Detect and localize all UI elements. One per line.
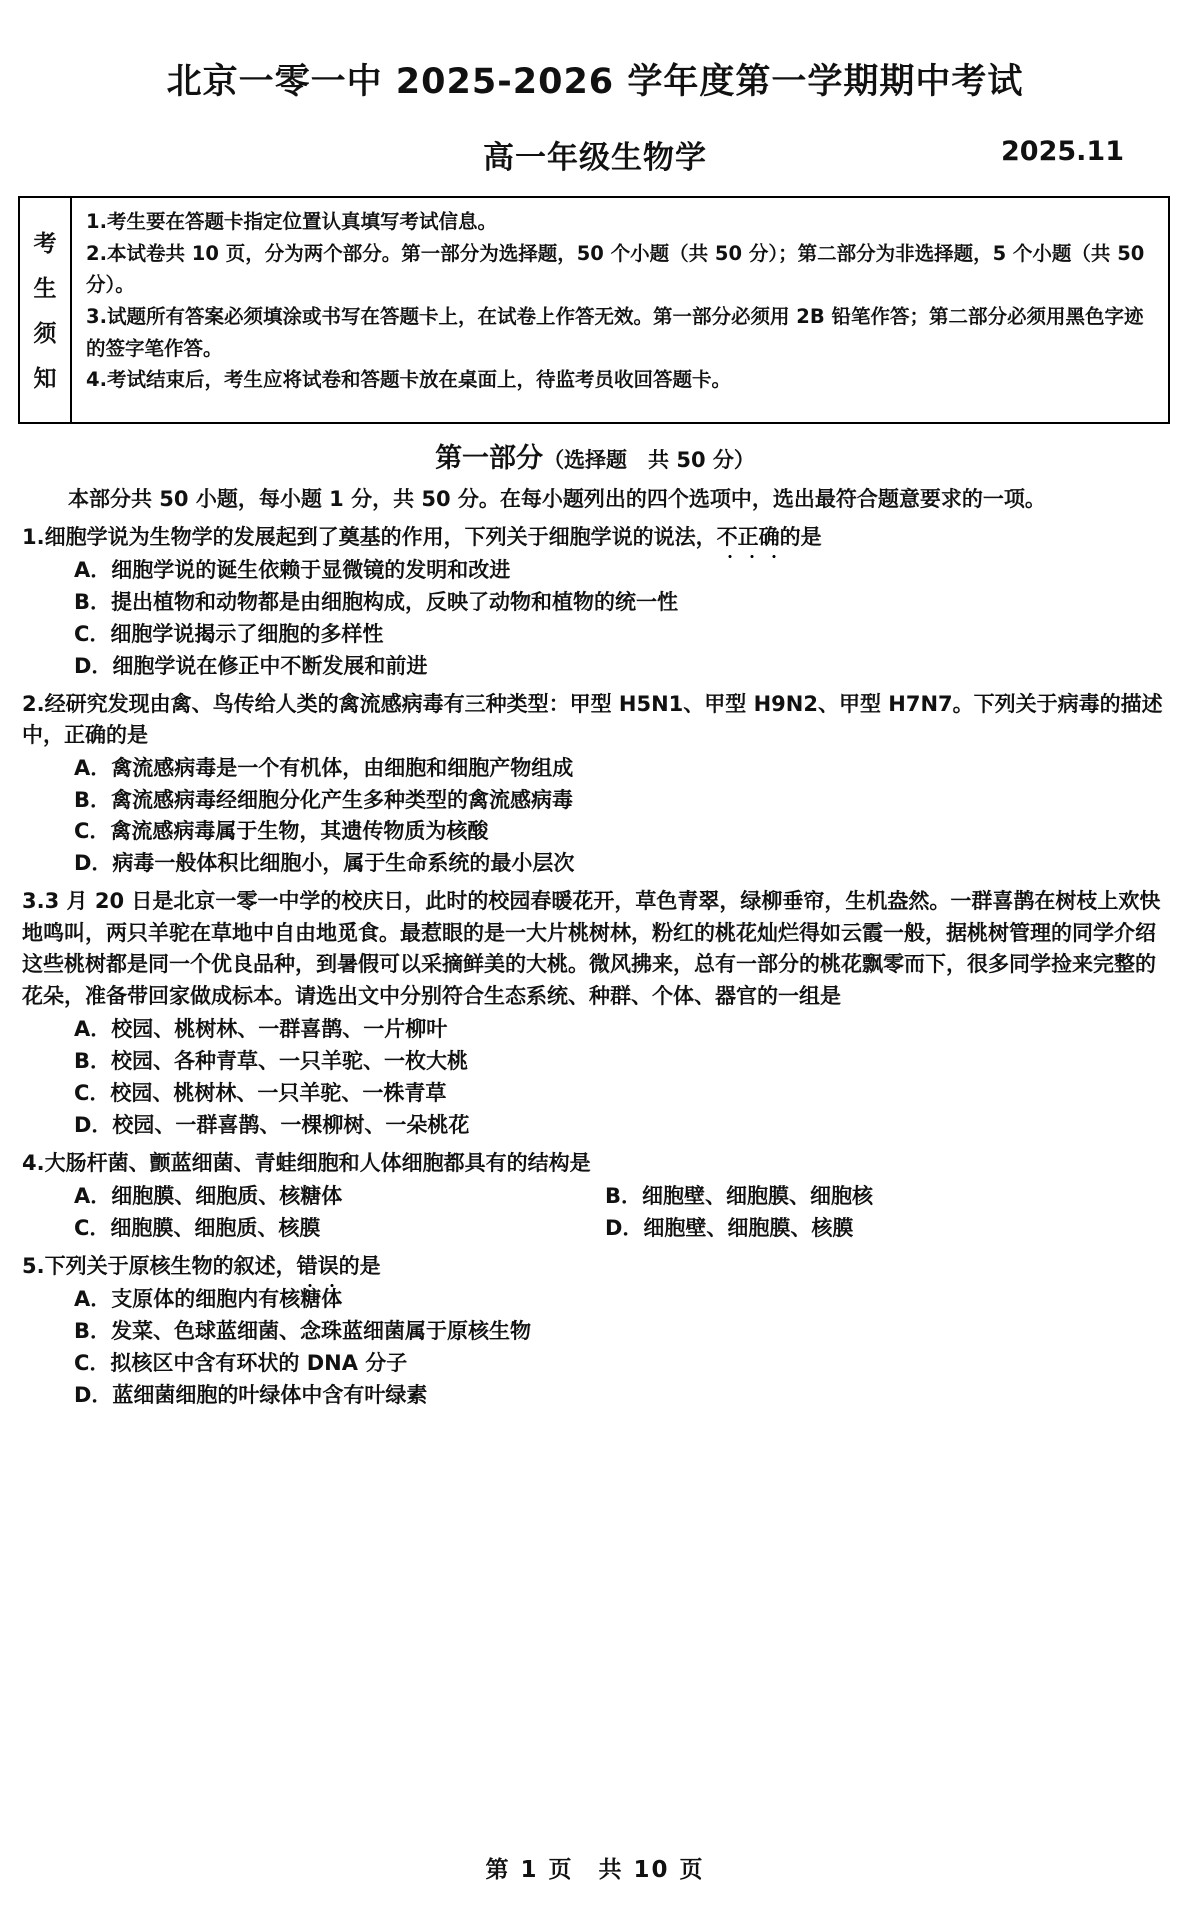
question-2 (18, 689, 1172, 881)
notice-item: 4.考试结束后，考生应将试卷和答题卡放在桌面上，待监考员收回答题卡。 (86, 368, 731, 392)
part-one-instructions: 本部分共 50 小题，每小题 1 分，共 50 分。在每小题列出的四个选项中，选出最符合题意要求的一项。 (68, 487, 1046, 512)
question-2-number: 2. (22, 691, 45, 716)
question-5-stem-before: 下列关于原核生物的叙述， (44, 1253, 297, 1278)
notice-item: 1.考生要在答题卡指定位置认真填写考试信息。 (86, 210, 497, 234)
option-b[interactable]: B．提出植物和动物都是由细胞构成，反映了动物和植物的统一性 (74, 589, 679, 614)
question-1-number: 1. (22, 524, 45, 549)
option-b[interactable]: B．发菜、色球蓝细菌、念珠蓝细菌属于原核生物 (74, 1318, 532, 1343)
notice-label-char-3: 须 (33, 321, 57, 348)
question-1 (18, 522, 1172, 683)
question-1-options (22, 555, 1168, 683)
question-2-options (22, 753, 1168, 881)
option-a[interactable]: A．细胞膜、细胞质、核糖体 (74, 1183, 343, 1208)
part-one-title: 第一部分 (435, 443, 544, 475)
option-c[interactable]: C．拟核区中含有环状的 DNA 分子 (74, 1350, 408, 1375)
page-footer: 第 1 页 共 10 页 (485, 1857, 705, 1883)
option-a[interactable]: A．禽流感病毒是一个有机体，由细胞和细胞产物组成 (74, 755, 574, 780)
question-4-number: 4. (22, 1150, 45, 1175)
question-5-number: 5. (22, 1253, 45, 1278)
question-1-stem (22, 522, 1168, 553)
option-d[interactable]: D．细胞壁、细胞膜、核膜 (605, 1215, 854, 1240)
option-b[interactable]: B．细胞壁、细胞膜、细胞核 (605, 1183, 874, 1208)
option-d[interactable]: D．细胞学说在修正中不断发展和前进 (74, 653, 428, 678)
notice-item: 3.试题所有答案必须填涂或书写在答题卡上，在试卷上作答无效。第一部分必须用 2B 铅笔作答；第二部分必须用黑色字迹的签字笔作答。 (86, 304, 1144, 360)
candidate-notice-box (18, 196, 1170, 424)
option-b[interactable]: B．校园、各种青草、一只羊驼、一枚大桃 (74, 1049, 469, 1074)
question-4 (18, 1148, 1172, 1245)
question-2-stem-text: 经研究发现由禽、鸟传给人类的禽流感病毒有三种类型：甲型 H5N1、甲型 H9N2、甲型 H7N7。下列关于病毒的描述中，正确的是 (22, 691, 1163, 747)
question-4-stem-text: 大肠杆菌、颤蓝细菌、青蛙细胞和人体细胞都具有的结构是 (44, 1150, 591, 1175)
question-1-emphasis: 不正确 (717, 522, 780, 553)
question-5 (18, 1251, 1172, 1412)
option-a[interactable]: A．细胞学说的诞生依赖于显微镜的发明和改进 (74, 557, 511, 582)
option-row (22, 1181, 1168, 1213)
notice-label-char-4: 知 (33, 366, 57, 393)
question-3-stem-text: 3 月 20 日是北京一零一中学的校庆日，此时的校园春暖花开，草色青翠，绿柳垂帘，生机盎然。一群喜鹊在树枝上欢快地鸣叫，两只羊驼在草地中自由地觅食。最惹眼的是一大片桃树林，粉红的桃花灿烂得如云霞一般，据桃树管理的同学介绍这些桃树都是同一个优良品种，到暑假可以采摘鲜美的大桃。微风拂来，总有一部分的桃花飘零而下，很多同学捡来完整的花朵，准备带回家做成标本。请选出文中分别符合生态系统、种群、个体、器官的一组是 (22, 889, 1161, 1008)
question-3-number: 3. (22, 889, 45, 914)
question-3-options (22, 1014, 1168, 1142)
option-d[interactable]: D．蓝细菌细胞的叶绿体中含有叶绿素 (74, 1382, 428, 1407)
option-d[interactable]: D．校园、一群喜鹊、一棵柳树、一朵桃花 (74, 1113, 470, 1137)
question-3-stem (22, 886, 1168, 1012)
option-c[interactable]: C．禽流感病毒属于生物，其遗传物质为核酸 (74, 819, 489, 844)
exam-date: 2025.11 (1001, 136, 1124, 168)
notice-box-label (20, 198, 72, 422)
option-a[interactable]: A．支原体的细胞内有核糖体 (74, 1286, 343, 1311)
notice-label-char-2: 生 (33, 276, 57, 303)
notice-item: 2.本试卷共 10 页，分为两个部分。第一部分为选择题，50 个小题（共 50 分）；第二部分为非选择题，5 个小题（共 50 分）。 (86, 241, 1145, 297)
option-row (22, 1213, 1168, 1245)
part-one-header (18, 436, 1172, 475)
exam-subject-subtitle: 高一年级生物学 (483, 140, 707, 177)
option-a[interactable]: A．校园、桃树林、一群喜鹊、一片柳叶 (74, 1017, 448, 1042)
option-c[interactable]: C．校园、桃树林、一只羊驼、一株青草 (74, 1081, 447, 1106)
question-4-options (22, 1181, 1168, 1245)
option-b[interactable]: B．禽流感病毒经细胞分化产生多种类型的禽流感病毒 (74, 787, 574, 812)
notice-label-char-1: 考 (33, 231, 57, 257)
option-d[interactable]: D．病毒一般体积比细胞小，属于生命系统的最小层次 (74, 851, 575, 876)
question-1-stem-after: 的是 (779, 524, 822, 549)
option-c[interactable]: C．细胞学说揭示了细胞的多样性 (74, 621, 384, 646)
question-3 (18, 886, 1172, 1142)
question-1-stem-before: 细胞学说为生物学的发展起到了奠基的作用，下列关于细胞学说的说法， (44, 524, 717, 549)
option-c[interactable]: C．细胞膜、细胞质、核膜 (74, 1215, 321, 1240)
question-5-options (22, 1284, 1168, 1412)
exam-page (0, 62, 1190, 1912)
page-title: 北京一零一中 2025-2026 学年度第一学期期中考试 (166, 62, 1024, 102)
part-one-subtitle: （选择题 共 50 分） (543, 448, 755, 473)
question-5-emphasis: 错误 (297, 1251, 339, 1282)
question-5-stem-after: 的是 (338, 1253, 381, 1278)
subtitle-row (18, 132, 1172, 176)
question-5-stem (22, 1251, 1168, 1282)
notice-body (72, 198, 1168, 422)
question-4-stem (22, 1148, 1168, 1179)
question-2-stem (22, 689, 1168, 751)
